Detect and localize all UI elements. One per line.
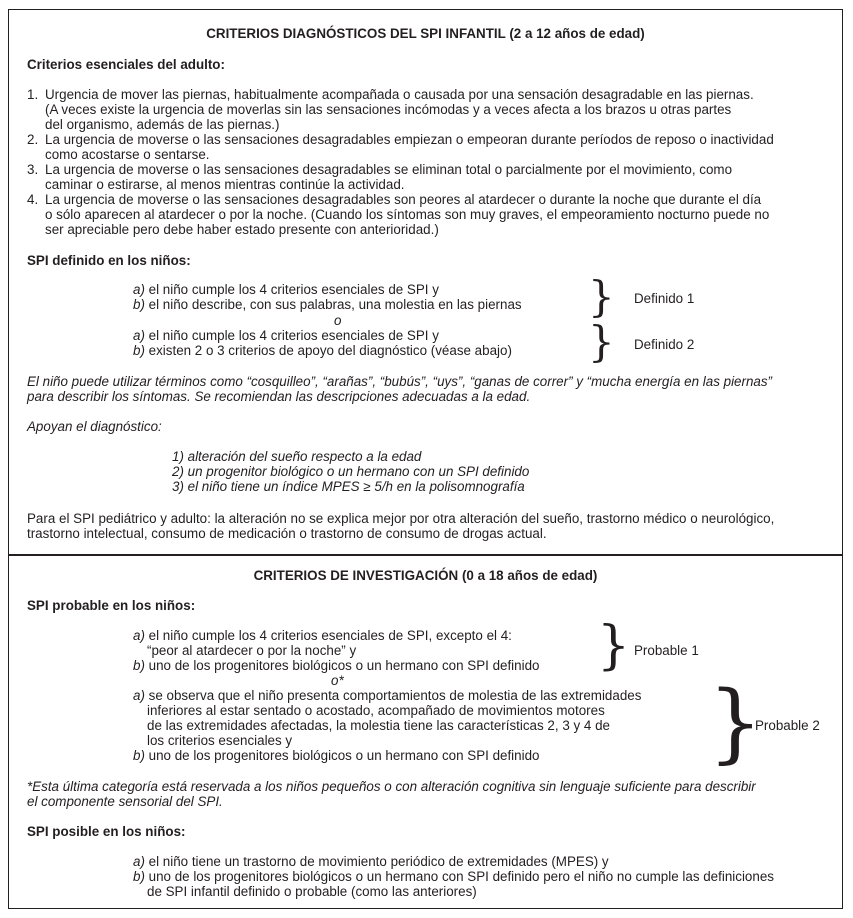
diagnostic-title: CRITERIOS DIAGNÓSTICOS DEL SPI INFANTIL (2 a 12 años de edad) [206,26,645,41]
probable2-a-cont: inferiores al estar sentado o acostado, acompañado de movimientos motores [147,703,605,718]
defined2-a: a) el niño cumple los 4 criterios esenciales de SPI y [133,328,439,343]
list-number: 2. [27,132,39,147]
list-item-line: La urgencia de moverse o las sensaciones desagradables se eliminan total o parcialmente por el movimiento, como [45,162,733,177]
pediatric-note-line: trastorno intelectual, consumo de medicación o trastorno de consumo de drogas actual. [27,526,547,541]
support-item: 1) alteración del sueño respecto a la edad [172,449,422,464]
list-item-line: caminar o estirarse, al menos mientras continúe la actividad. [45,177,405,192]
defined1-b: b) el niño describe, con sus palabras, una molestia en las piernas [133,297,522,312]
pediatric-note-line: Para el SPI pediátrico y adulto: la alteración no se explica mejor por otra alteración del sueño, trastorno médico o neurológico, [27,511,775,526]
defined-heading: SPI definido en los niños: [27,253,191,268]
probable2-a-cont: los criterios esenciales y [147,733,293,748]
probable2-a-cont: de las extremidades afectadas, la molestia tiene las características 2, 3 y 4 de [147,718,610,733]
possible-a: a) el niño tiene un trastorno de movimiento periódico de extremidades (MPES) y [133,854,609,869]
possible-b-cont: de SPI infantil definido o probable (como las anteriores) [147,884,477,899]
list-item-line: del organismo, además de las piernas.) [45,117,280,132]
probable1-label: Probable 1 [634,643,699,658]
probable2-a: a) se observa que el niño presenta comportamientos de molestia de las extremidades [133,688,642,703]
brace-defined1: } [588,272,615,321]
probable1-a-cont: “peor al atardecer o por la noche” y [147,643,357,658]
adult-criteria-heading: Criterios esenciales del adulto: [27,57,225,72]
probable-heading: SPI probable en los niños: [27,598,196,613]
brace-defined2: } [588,317,615,366]
list-item-line: ser apreciable pero debe haber estado presente con anterioridad.) [45,222,439,237]
list-item-line: La urgencia de moverse o las sensaciones desagradables empiezan o empeoran durante períodos de reposo o inactividad [45,132,774,147]
defined2-b: b) existen 2 o 3 criterios de apoyo del diagnóstico (véase abajo) [133,343,512,358]
defined2-label: Definido 2 [634,337,695,352]
child-terms-line: para describir los síntomas. Se recomiendan las descripciones adecuadas a la edad. [27,389,531,404]
probable1-a: a) el niño cumple los 4 criterios esenciales de SPI, excepto el 4: [133,628,512,643]
list-number: 4. [27,192,39,207]
list-item-line: Urgencia de mover las piernas, habitualmente acompañada o causada por una sensación desagradable en las piernas. [45,87,754,102]
list-item-line: La urgencia de moverse o las sensaciones desagradables son peores al atardecer o durante la noche que durante el día [45,192,762,207]
support-item: 2) un progenitor biológico o un hermano con un SPI definido [172,464,530,479]
list-number: 3. [27,162,39,177]
brace-probable1: } [597,616,631,676]
or-separator: o* [331,673,344,688]
list-item-line: o sólo aparecen al atardecer o por la noche. (Cuando los síntomas son muy graves, el empeoramiento nocturno puede no [45,207,770,222]
section-divider [8,554,843,556]
probable1-b: b) uno de los progenitores biológicos o un hermano con SPI definido [133,658,540,673]
child-terms-line: El niño puede utilizar términos como “cosquilleo”, “arañas”, “bubús”, “uys”, “ganas de correr” y “mucha energía en las piernas” [27,374,772,389]
research-title: CRITERIOS DE INVESTIGACIÓN (0 a 18 años de edad) [253,568,598,583]
footnote-line: el componente sensorial del SPI. [27,794,223,809]
probable2-label: Probable 2 [755,718,820,733]
list-number: 1. [27,87,39,102]
list-item-line: como acostarse o sentarse. [45,147,210,162]
defined1-label: Definido 1 [634,291,695,306]
defined1-a: a) el niño cumple los 4 criterios esenciales de SPI y [133,282,439,297]
list-item-line: (A veces existe la urgencia de moverlas sin las sensaciones incómodas y a veces afecta a los brazos u otras partes [45,102,732,117]
possible-heading: SPI posible en los niños: [27,824,186,839]
support-heading: Apoyan el diagnóstico: [27,419,162,434]
or-separator: o [334,313,342,328]
brace-probable2: } [708,673,763,773]
probable2-b: b) uno de los progenitores biológicos o un hermano con SPI definido [133,748,540,763]
footnote-line: *Esta última categoría está reservada a los niños pequeños o con alteración cognitiva sin lenguaje suficiente para describir [27,779,756,794]
support-item: 3) el niño tiene un índice MPES ≥ 5/h en la polisomnografía [172,479,525,494]
possible-b: b) uno de los progenitores biológicos o un hermano con SPI definido pero el niño no cumple las definiciones [133,869,774,884]
